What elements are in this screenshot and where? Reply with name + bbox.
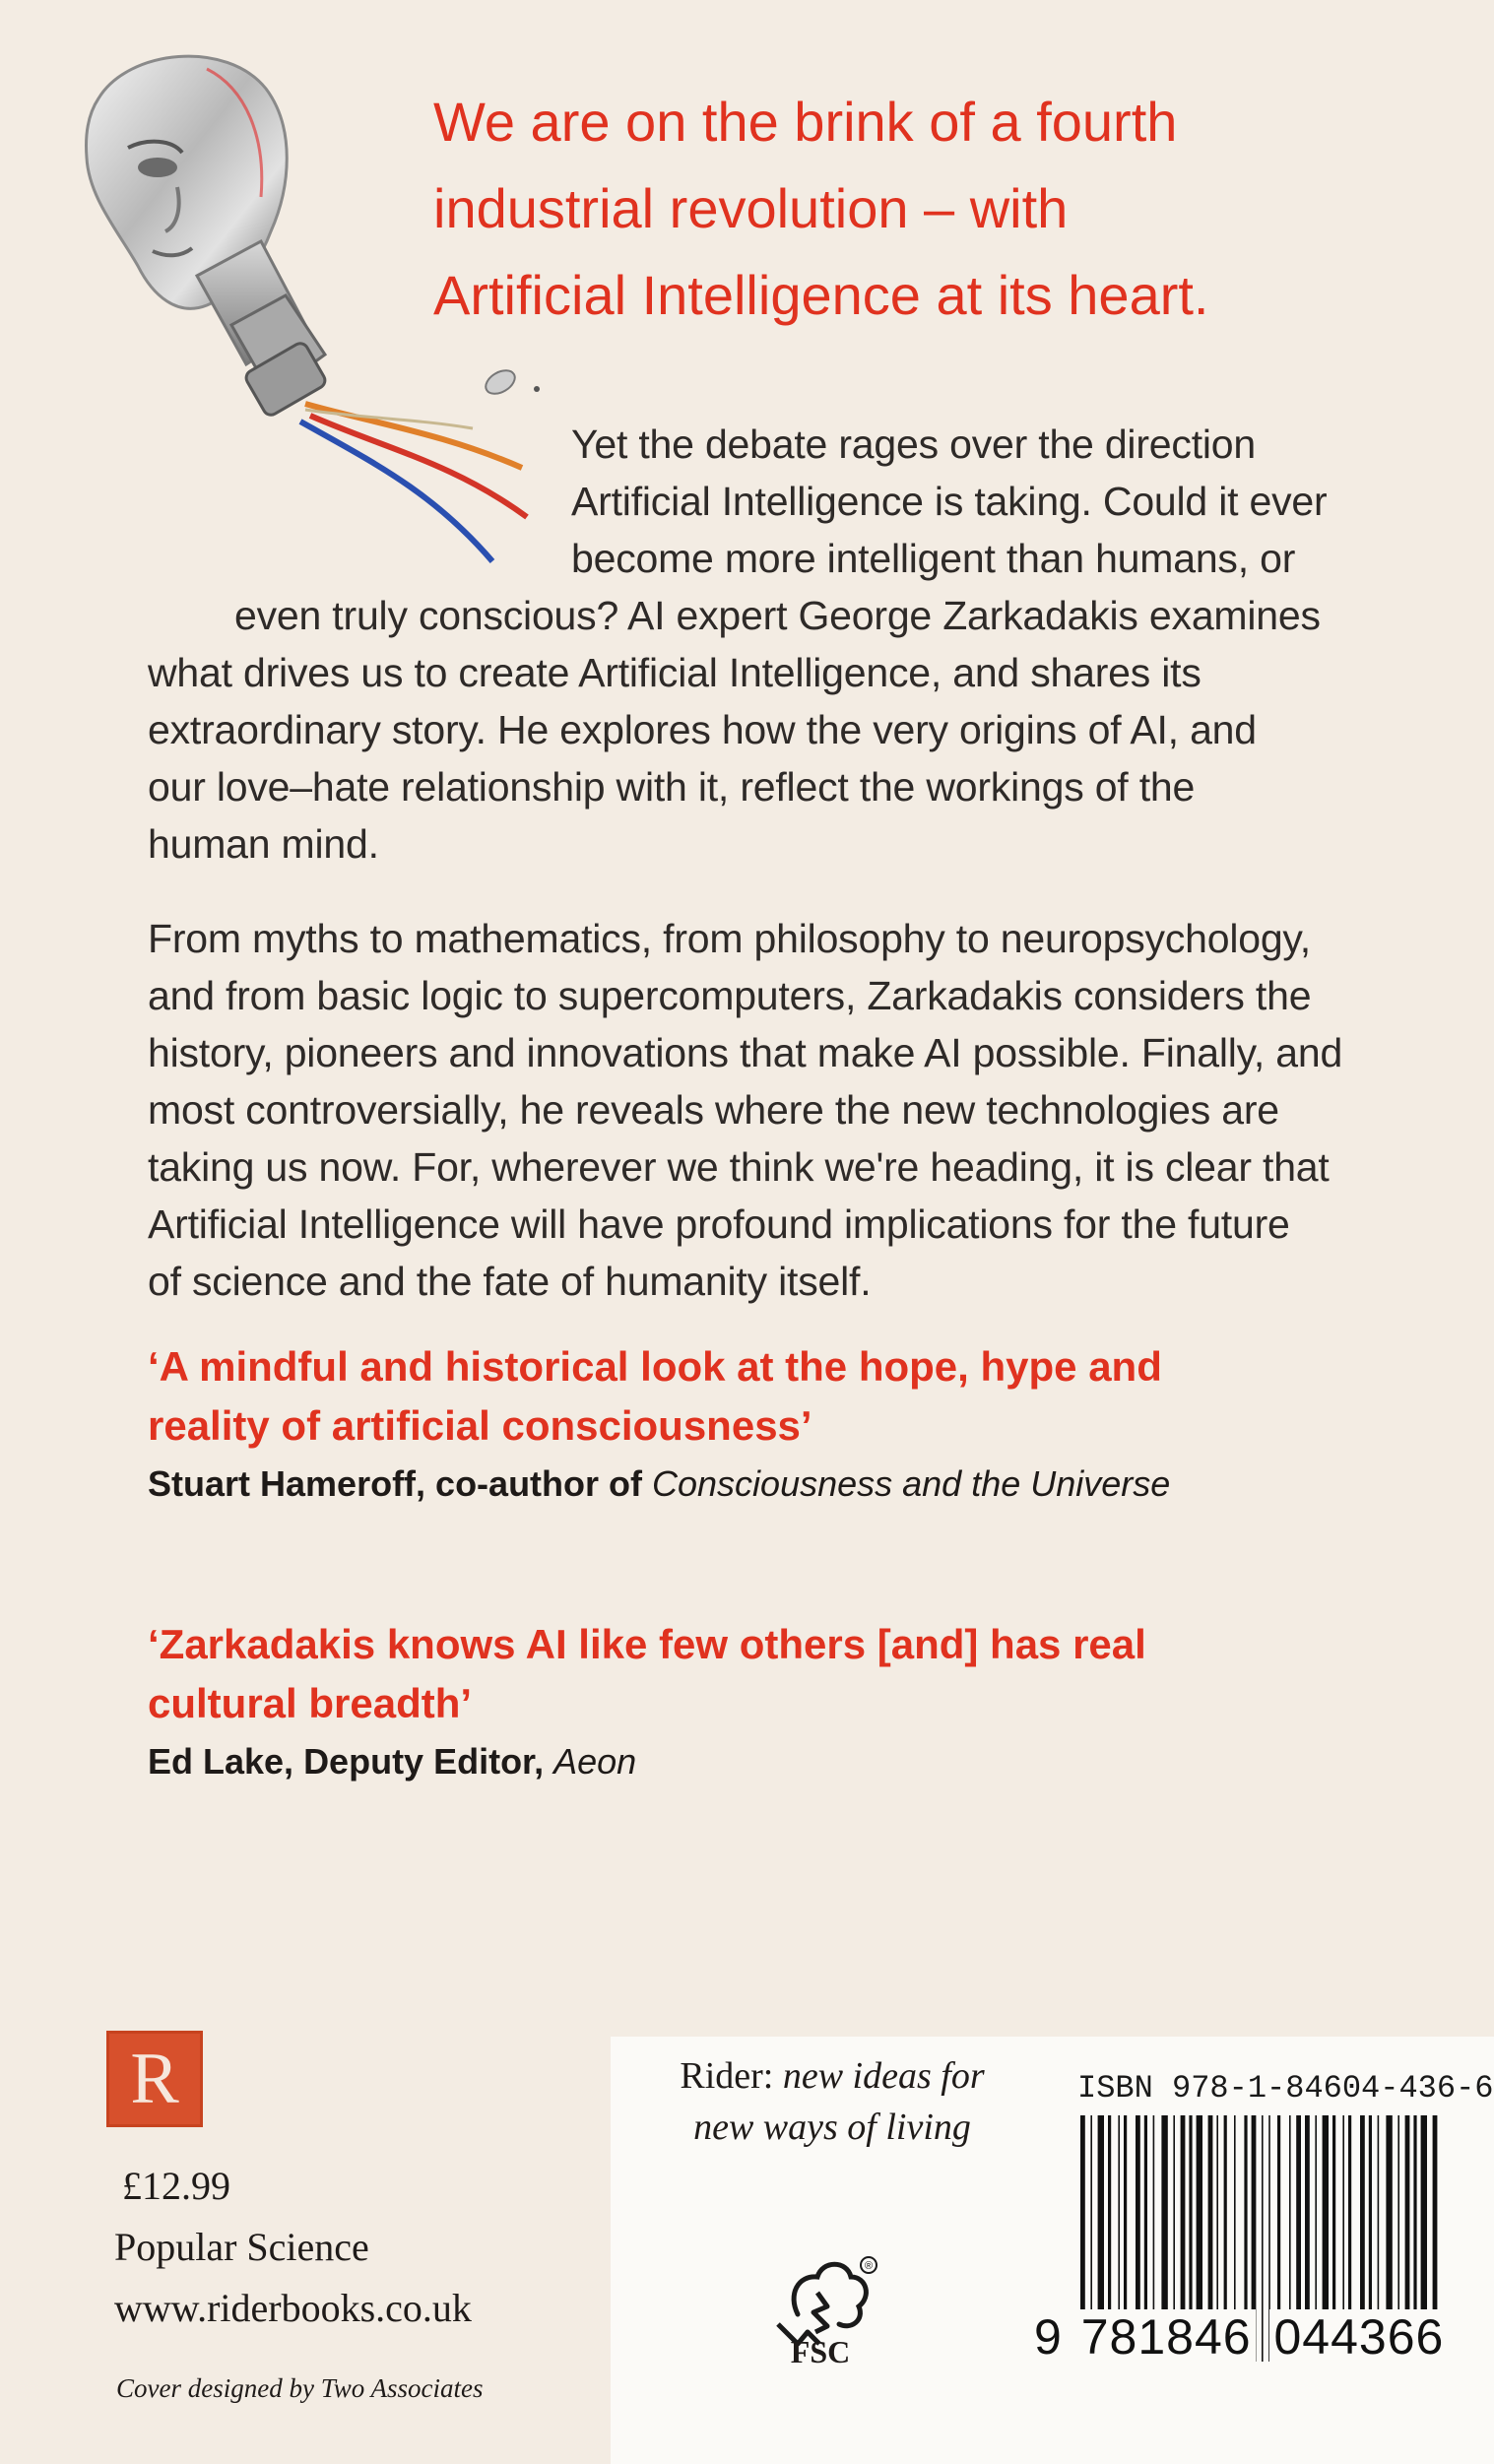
cover-credit: Cover designed by Two Associates [116,2373,484,2403]
quote-line: ‘Zarkadakis knows AI like few others [and] has real [148,1621,1146,1667]
tagline-text: new ways of living [693,2107,971,2148]
quote-line: reality of artificial consciousness’ [148,1402,812,1449]
publisher-logo: R [106,2031,203,2127]
quote-line: cultural breadth’ [148,1680,473,1726]
headline-line: We are on the brink of a fourth [433,91,1178,153]
blurb-paragraph-2 [148,910,1342,1310]
review-quote [148,1615,1379,1783]
blurb-line: extraordinary story. He explores how the very origins of AI, and [148,707,1257,752]
publisher-tagline [650,2050,1014,2153]
quote-line: ‘A mindful and historical look at the hope, hype and [148,1343,1162,1390]
blurb-line: human mind. [148,821,379,867]
blurb-line: become more intelligent than humans, or [571,536,1296,581]
blurb-line: Yet the debate rages over the direction [571,421,1257,467]
review-quote [148,1337,1379,1505]
tagline-publisher-name: Rider: [680,2055,774,2097]
quote-author: Stuart Hameroff, co-author of [148,1463,653,1504]
quote-attribution [148,1463,1379,1505]
price: £12.99 [122,2164,230,2208]
blurb-line: our love–hate relationship with it, reflect the workings of the [148,764,1196,810]
blurb-line: history, pioneers and innovations that make AI possible. Finally, and [148,1030,1343,1075]
isbn-label: ISBN 978-1-84604-436-6 [1077,2070,1494,2107]
barcode-lead-digit: 9 [1034,2309,1063,2365]
quote-text [148,1615,1379,1733]
blurb-line: and from basic logic to supercomputers, Zarkadakis considers the [148,973,1312,1018]
blurb-line: Artificial Intelligence is taking. Could it ever [571,479,1328,524]
fsc-label: FSC [790,2334,851,2369]
blurb-line: From myths to mathematics, from philosophy to neuropsychology, [148,916,1311,961]
blurb-line: most controversially, he reveals where the new technologies are [148,1087,1279,1133]
quote-attribution [148,1741,1379,1783]
blurb-line: taking us now. For, wherever we think we're heading, it is clear that [148,1144,1330,1190]
headline-line: Artificial Intelligence at its heart. [433,264,1209,326]
fsc-registered-mark: ® [864,2260,874,2272]
quote-work-title: Aeon [553,1741,637,1782]
category: Popular Science [114,2225,369,2269]
blurb-line: what drives us to create Artificial Intelligence, and shares its [148,650,1202,695]
headline [433,79,1418,339]
blurb-line: Artificial Intelligence will have profound implications for the future [148,1201,1290,1247]
headline-line: industrial revolution – with [433,177,1069,239]
barcode-digits [1034,2308,1448,2366]
blurb-paragraph-1-bottom [148,587,1321,873]
barcode-digit-group: 044366 [1269,2309,1448,2365]
tagline-text: new ideas for [782,2055,985,2097]
website: www.riderbooks.co.uk [114,2286,472,2330]
quote-work-title: Consciousness and the Universe [652,1463,1171,1504]
blurb-line: of science and the fate of humanity itself. [148,1259,872,1304]
quote-author: Ed Lake, Deputy Editor, [148,1741,554,1782]
quote-text [148,1337,1379,1456]
barcode-digit-group: 781846 [1077,2309,1256,2365]
blurb-paragraph-1-top [571,416,1327,587]
blurb-line: even truly conscious? AI expert George Zarkadakis examines [234,593,1321,638]
